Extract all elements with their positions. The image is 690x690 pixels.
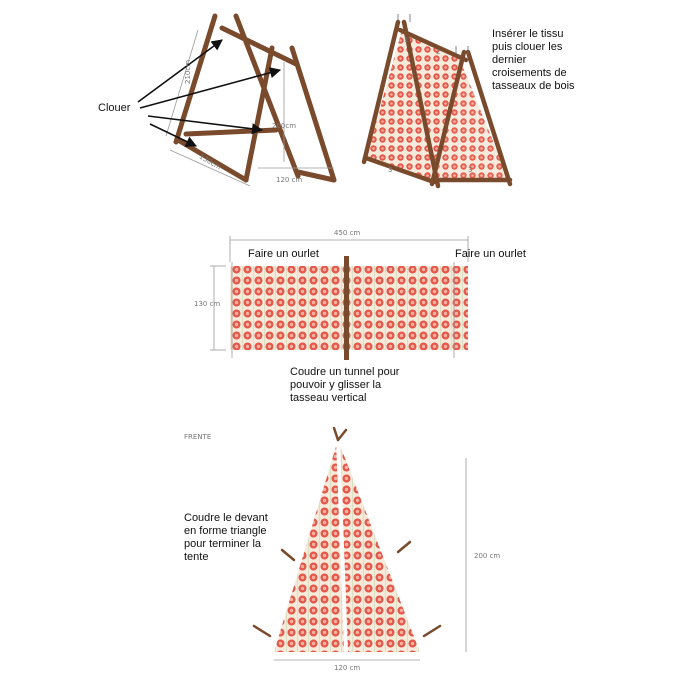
- frame-width-dimension: 120 cm: [276, 176, 303, 184]
- step-number: 1: [404, 36, 409, 44]
- insert-fabric-instruction: Insérer le tissu puis clouer les dernier croisements de tasseaux de bois: [492, 28, 575, 92]
- step-number: 2: [436, 48, 441, 56]
- fabric-triangle: [274, 440, 420, 652]
- arrow: [148, 116, 262, 130]
- fabric-height-dimension: 130 cm: [194, 300, 221, 308]
- front-height-dimension: 200 cm: [474, 552, 501, 560]
- frame-side-dimension: 210cm: [184, 59, 192, 84]
- hem-left-instruction: Faire un ourlet: [248, 248, 319, 260]
- nail-label: Clouer: [98, 102, 131, 114]
- front-triangle-drawing: [254, 428, 466, 660]
- fabric-width-dimension: 450 cm: [334, 229, 361, 237]
- frame-with-fabric-drawing: [364, 14, 510, 186]
- front-label: FRENTE: [184, 433, 212, 441]
- frame-pole: [292, 48, 334, 180]
- frame-ridge: [222, 28, 296, 64]
- step-number: 3: [388, 166, 393, 174]
- frame-rail: [298, 172, 334, 180]
- frame-depth-dimension: 130cm: [197, 152, 223, 172]
- front-width-dimension: 120 cm: [334, 664, 361, 672]
- frame-height-dimension: 200cm: [272, 122, 297, 130]
- vertical-pole-tunnel: [344, 256, 349, 360]
- sew-tunnel-instruction: Coudre un tunnel pour pouvoir y glisser la tasseau vertical: [290, 366, 400, 404]
- frame-rail: [186, 130, 276, 134]
- sew-front-instruction: Coudre le devant en forme triangle pour terminer la tente: [184, 512, 268, 563]
- arrow: [138, 40, 222, 102]
- hem-right-instruction: Faire un ourlet: [455, 248, 526, 260]
- frame-pole: [246, 48, 272, 180]
- nail-arrows: [138, 40, 280, 146]
- step-number: 3: [468, 166, 473, 174]
